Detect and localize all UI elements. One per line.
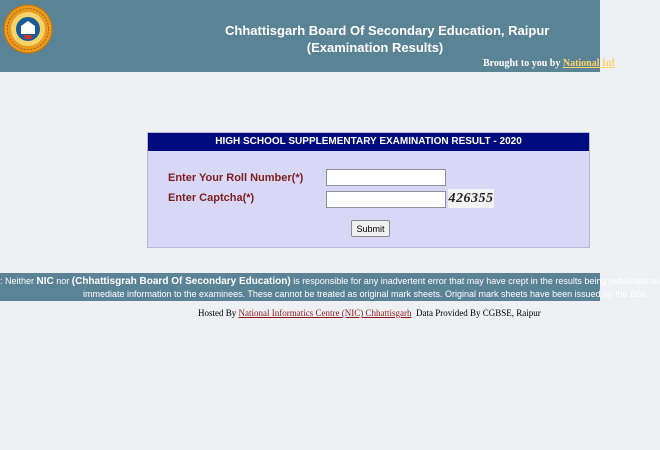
- captcha-label: Enter Captcha(*): [168, 192, 255, 204]
- disclaimer-line-1: [0, 276, 660, 287]
- board-title: Chhattisgarh Board Of Secondary Education, Raipur: [225, 23, 550, 38]
- brought-by-link[interactable]: National Inf: [562, 58, 615, 69]
- cgbse-emblem-icon: [3, 2, 53, 56]
- disclaimer-banner: [0, 273, 660, 301]
- disclaimer-rest: is responsible for any inadvertent error that may have crept in the results being published on: [290, 276, 660, 286]
- submit-button[interactable]: Submit: [351, 220, 390, 237]
- brought-by-prefix: Brought to you by: [483, 58, 563, 69]
- hosted-by-prefix: Hosted By: [198, 308, 239, 318]
- form-title: HIGH SCHOOL SUPPLEMENTARY EXAMINATION RESULT - 2020: [148, 133, 589, 151]
- roll-number-input[interactable]: [326, 169, 446, 186]
- captcha-input[interactable]: [326, 191, 446, 208]
- result-form-panel: [147, 132, 590, 248]
- brought-by-text: [483, 58, 615, 69]
- disclaimer-nor: nor: [53, 276, 72, 286]
- examination-results-subtitle: (Examination Results): [306, 40, 444, 55]
- page-header: [0, 0, 615, 72]
- disclaimer-line-2: immediate information to the examinees. These cannot be treated as original mark sheets. Original mark sheets have been issued by the Boa: [83, 289, 647, 299]
- data-provided-text: Data Provided By CGBSE, Raipur: [411, 308, 541, 318]
- disclaimer-nic: NIC: [36, 276, 54, 287]
- roll-number-label: Enter Your Roll Number(*): [168, 172, 304, 184]
- captcha-image: 426355: [448, 191, 494, 206]
- nic-link[interactable]: National Informatics Centre (NIC) Chhattisgarh: [238, 308, 412, 318]
- disclaimer-board: (Chhattisgrah Board Of Secondary Education): [71, 276, 291, 287]
- disclaimer-prefix: : Neither: [0, 276, 37, 286]
- page-footer: [198, 308, 541, 318]
